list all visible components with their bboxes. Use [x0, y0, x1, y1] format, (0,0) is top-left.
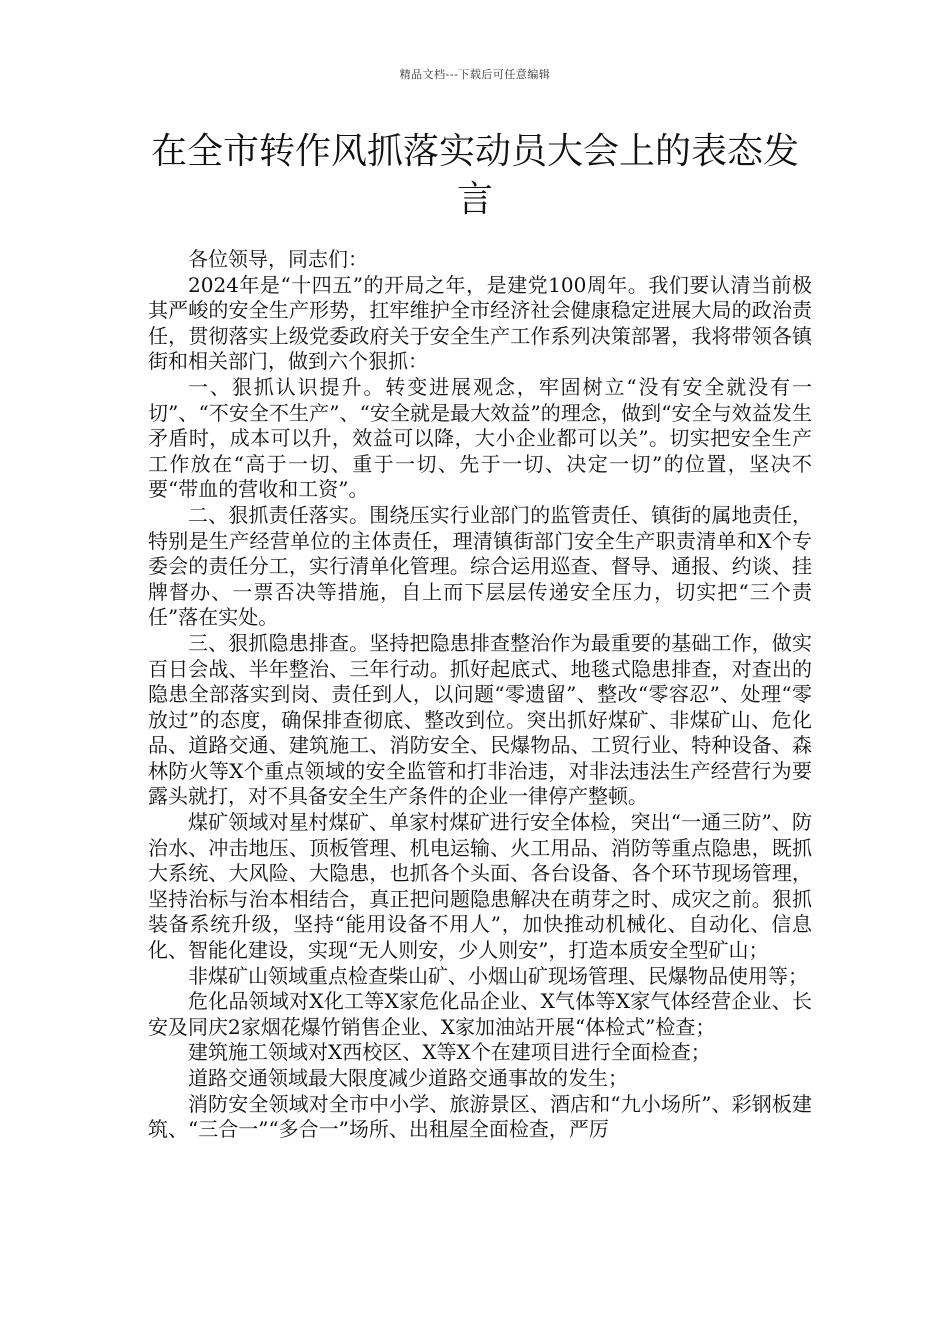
paragraph-fire-safety: 消防安全领域对全市中小学、旅游景区、酒店和“九小场所”、彩钢板建筑、“三合一”“多合一”场所、出租屋全面检查，严厉: [148, 1091, 812, 1142]
paragraph-intro: 2024年是“十四五”的开局之年，是建党100周年。我们要认清当前极其严峻的安全生产形势，扛牢维护全市经济社会健康稳定进展大局的政治责任，贯彻落实上级党委政府关于安全生产工作系列决策部署，我将带领各镇街和相关部门，做到六个狠抓：: [148, 272, 812, 374]
paragraph-non-coal-mine: 非煤矿山领域重点检查柴山矿、小烟山矿现场管理、民爆物品使用等；: [188, 963, 808, 988]
document-title: 在全市转作风抓落实动员大会上的表态发言: [150, 131, 799, 220]
paragraph-construction: 建筑施工领域对X西校区、X等X个在建项目进行全面检查；: [188, 1040, 711, 1065]
header-note: 精品文档---下载后可任意编辑: [399, 68, 551, 81]
paragraph-section-1: 一、狠抓认识提升。转变进展观念，牢固树立“没有安全就没有一切”、“不安全不生产”、“安全就是最大效益”的理念，做到“安全与效益发生矛盾时，成本可以升，效益可以降，大小企业都可以关”。切实把安全生产工作放在“高于一切、重于一切、先于一切、决定一切”的位置，坚决不要“带血的营收和工资”。: [148, 374, 812, 502]
paragraph-section-2: 二、狠抓责任落实。围绕压实行业部门的监管责任、镇街的属地责任，特别是生产经营单位的主体责任，理清镇街部门安全生产职责清单和X个专委会的责任分工，实行清单化管理。综合运用巡查、督导、通报、约谈、挂牌督办、一票否决等措施，自上而下层层传递安全压力，切实把“三个责任”落在实处。: [148, 502, 812, 630]
document-body: [148, 247, 812, 1143]
paragraph-section-3: 三、狠抓隐患排查。坚持把隐患排查整治作为最重要的基础工作，做实百日会战、半年整治、三年行动。抓好起底式、地毯式隐患排查，对查出的隐患全部落实到岗、责任到人，以问题“零遗留”、整改“零容忍”、处理“零放过”的态度，确保排查彻底、整改到位。突出抓好煤矿、非煤矿山、危化品、道路交通、建筑施工、消防安全、民爆物品、工贸行业、特种设备、森林防火等X个重点领域的安全监管和打非治违，对非法违法生产经营行为要露头就打，对不具备安全生产条件的企业一律停产整顿。: [148, 630, 812, 809]
paragraph-hazardous-chemicals: 危化品领域对X化工等X家危化品企业、X气体等X家气体经营企业、长安及同庆2家烟花爆竹销售企业、X家加油站开展“体检式”检查；: [148, 989, 812, 1039]
paragraph-road-traffic: 道路交通领域最大限度减少道路交通事故的发生；: [188, 1066, 628, 1090]
paragraph-coal-mine: 煤矿领域对星村煤矿、单家村煤矿进行安全体检，突出“一通三防”、防治水、冲击地压、顶板管理、机电运输、火工用品、消防等重点隐患，既抓大系统、大风险、大隐患，也抓各个头面、各台设备、各个环节现场管理，坚持治标与治本相结合，真正把问题隐患解决在萌芽之时、成灾之前。狠抓装备系统升级，坚持“能用设备不用人”，加快推动机械化、自动化、信息化、智能化建设，实现“无人则安，少人则安”，打造本质安全型矿山；: [148, 810, 812, 963]
salutation: 各位领导，同志们：: [188, 247, 368, 271]
